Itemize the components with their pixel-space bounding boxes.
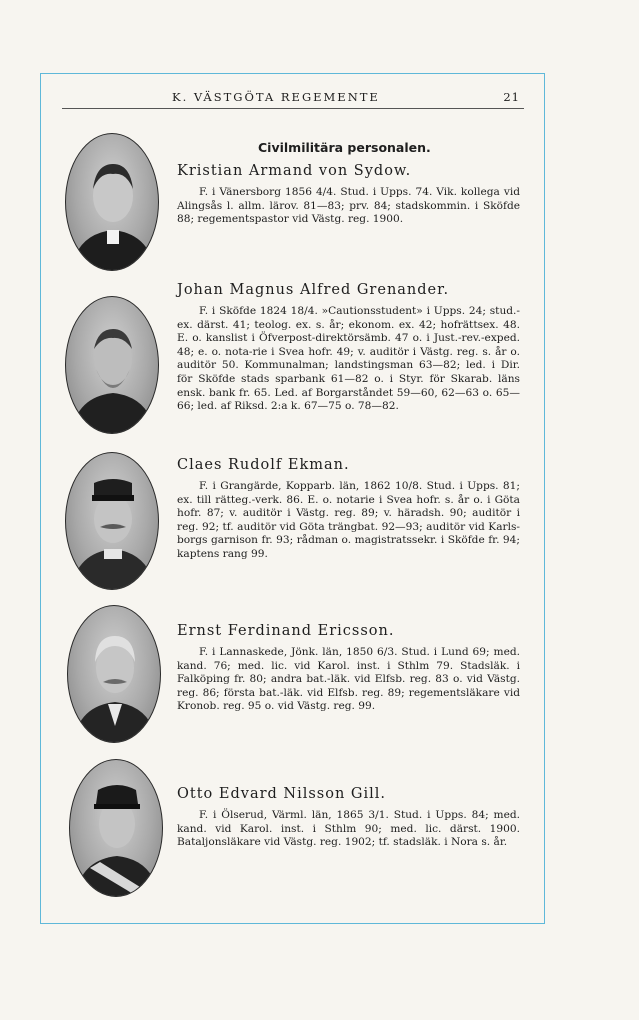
page-number: 21 [503,90,520,104]
header-title: K. VÄSTGÖTA REGEMENTE [172,90,380,104]
entry-ericsson [177,623,520,714]
person-name: Claes Rudolf Ekman. [177,457,350,473]
entry-gill [177,786,520,850]
entry-sydow [177,163,520,227]
portrait-ericsson [67,605,161,743]
person-biography: F. i Vänersborg 1856 4/4. Stud. i Upps. 74. Vik. kollega vid Alingsås l. allm. lärov. 81—83; prv. 84; stadskommin. i Sköfde 88; regementspastor vid Västg. reg. 1900. [177,186,520,226]
portrait-gill [69,759,163,897]
person-name: Ernst Ferdinand Ericsson. [177,623,395,639]
person-name: Otto Edvard Nilsson Gill. [177,786,387,802]
person-biography: F. i Lannaskede, Jönk. län, 1850 6/3. Stud. i Lund 69; med. kand. 76; med. lic. vid Karol. inst. i Sthlm 79. Stadsläk. i Falköping fr. 80; andra bat.-läk. vid Elfsb. reg. 83 o. vid Västg. reg. 86; första bat.-läk. vid Elfsb. reg. 89; regementsläkare vid Kronob. reg. 95 o. vid Västg. reg. 99. [177,646,520,713]
person-biography: F. i Sköfde 1824 18/4. »Cautionsstudent» i Upps. 24; stud.-ex. därst. 41; teolog. ex. s. år; ekonom. ex. 42; hofrättsex. 48. E. o. kanslist i Öfverpost-direktörsämb. 47 o. i Just.-rev.-exped. 48; e. o. nota-rie i Svea hofr. 49; v. auditör i Västg. reg. s. år o. auditör 50. Kommunalman; landstingsman 63—82; led. i Dir. för Sköfde stads sparbank 61—82 o. i Styr. för Skarab. läns ensk. bank fr. 65. Led. af Borgarståndet 59—60, 62—63 o. 65—66; led. af Riksd. 2:a k. 67—75 o. 78—82. [177,305,520,413]
person-biography: F. i Grangärde, Kopparb. län, 1862 10/8. Stud. i Upps. 81; ex. till rätteg.-verk. 86. E. o. notarie i Svea hofr. s. år o. i Göta hofr. 87; v. auditör i Västg. reg. 89; v. häradsh. 90; auditör i reg. 92; tf. auditör vid Göta trängbat. 92—93; auditör vid Karls-borgs garnison fr. 93; rådman o. magistratssekr. i Sköfde fr. 94; kaptens rang 99. [177,480,520,560]
person-biography: F. i Ölserud, Värml. län, 1865 3/1. Stud. i Upps. 84; med. kand. vid Karol. inst. i Sthlm 90; med. lic. därst. 1900. Bataljonsläkare vid Västg. reg. 1902; tf. stadsläk. i Nora s. år. [177,809,520,849]
person-name: Kristian Armand von Sydow. [177,163,412,179]
person-name: Johan Magnus Alfred Grenander. [177,282,450,298]
entry-grenander [177,282,520,414]
section-title: Civilmilitära personalen. [258,140,431,155]
portrait-grenander [65,296,159,434]
portrait-ekman [65,452,159,590]
running-header [62,90,524,109]
portrait-sydow [65,133,159,271]
entry-ekman [177,457,520,562]
